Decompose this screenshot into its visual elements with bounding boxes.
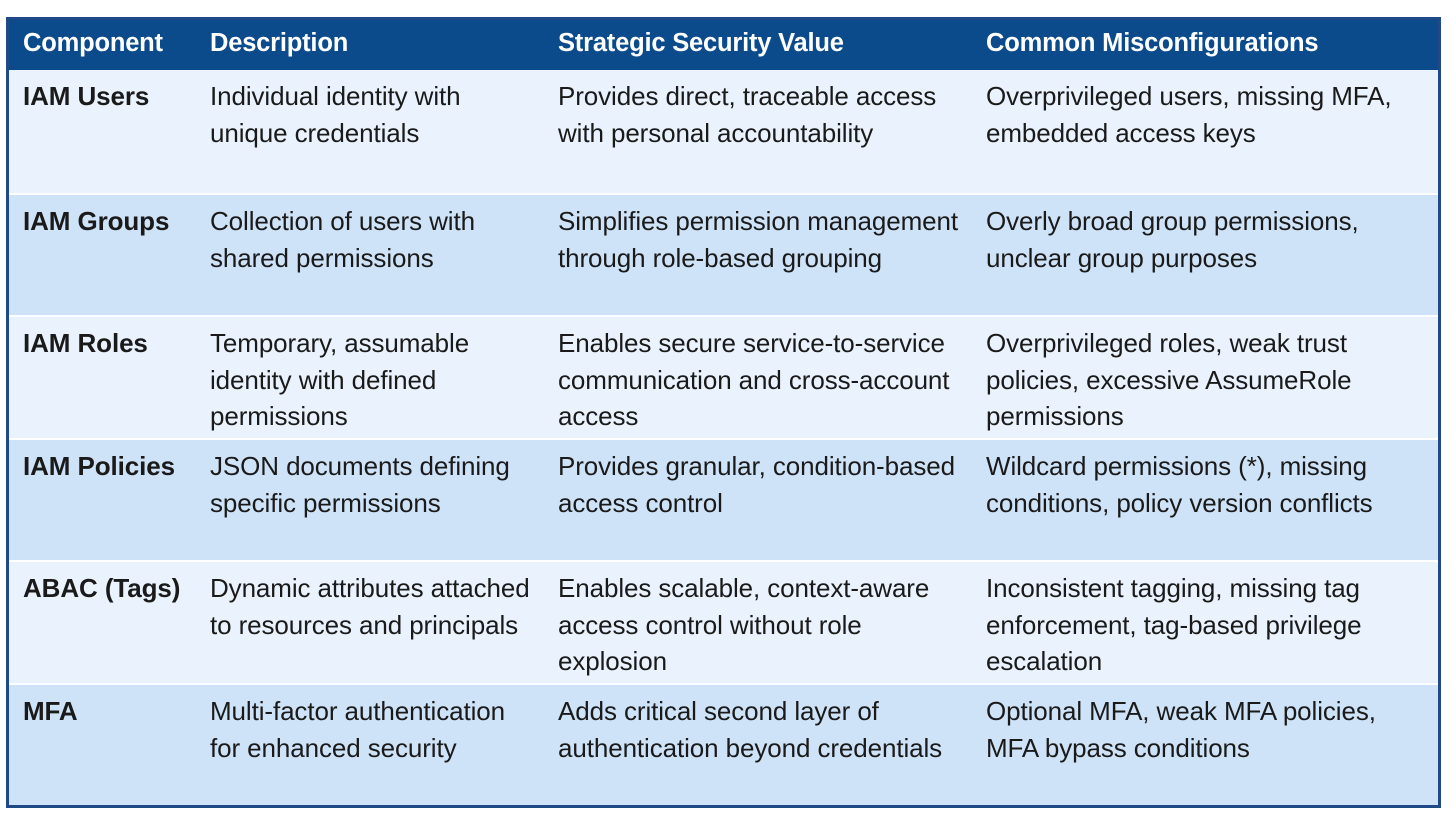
cell-misconfigurations: Overprivileged users, missing MFA, embedded access keys (986, 81, 1392, 148)
cell-component: ABAC (Tags) (9, 561, 196, 684)
cell-component: IAM Groups (9, 194, 196, 316)
cell-misconfigurations: Optional MFA, weak MFA policies, MFA bypass conditions (972, 684, 1438, 805)
cell-strategic-value: Enables scalable, context-aware access control without role explosion (544, 561, 972, 684)
table-row (9, 439, 1438, 561)
cell-description: Dynamic attributes attached to resources and principals (196, 561, 544, 684)
iam-components-table-frame (6, 17, 1441, 808)
cell-strategic-value: Adds critical second layer of authentication beyond credentials (544, 684, 972, 805)
header-component: Component (23, 28, 163, 57)
cell-misconfigurations: Overprivileged roles, weak trust policies, excessive AssumeRole permissions (972, 316, 1438, 439)
cell-misconfigurations: Wildcard permissions (*), missing conditions, policy version conflicts (972, 439, 1438, 561)
cell-component: IAM Roles (9, 316, 196, 439)
cell-component: MFA (9, 684, 196, 805)
iam-components-table (9, 20, 1438, 805)
cell-strategic-value: Provides granular, condition-based access control (544, 439, 972, 561)
cell-misconfigurations: Inconsistent tagging, missing tag enforcement, tag-based privilege escalation (972, 561, 1438, 684)
cell-component: IAM Users (23, 81, 150, 111)
cell-description: JSON documents defining specific permissions (196, 439, 544, 561)
cell-strategic-value: Enables secure service-to-service communication and cross-account access (544, 316, 972, 439)
cell-description: Multi-factor authentication for enhanced security (196, 684, 544, 805)
table-row (9, 561, 1438, 684)
table-row (9, 316, 1438, 439)
table-row (9, 684, 1438, 805)
table-header-row (9, 20, 1438, 70)
cell-misconfigurations: Overly broad group permissions, unclear group purposes (972, 194, 1438, 316)
cell-description: Collection of users with shared permissions (196, 194, 544, 316)
header-common-misconfigurations: Common Misconfigurations (986, 28, 1319, 57)
table-row (9, 194, 1438, 316)
cell-description: Temporary, assumable identity with defined permissions (196, 316, 544, 439)
cell-strategic-value: Provides direct, traceable access with personal accountability (558, 81, 937, 148)
cell-strategic-value: Simplifies permission management through role-based grouping (544, 194, 972, 316)
cell-component: IAM Policies (9, 439, 196, 561)
header-description: Description (210, 28, 349, 57)
table-row (9, 70, 1438, 194)
header-strategic-security-value: Strategic Security Value (558, 28, 844, 57)
cell-description: Individual identity with unique credentials (210, 81, 461, 148)
